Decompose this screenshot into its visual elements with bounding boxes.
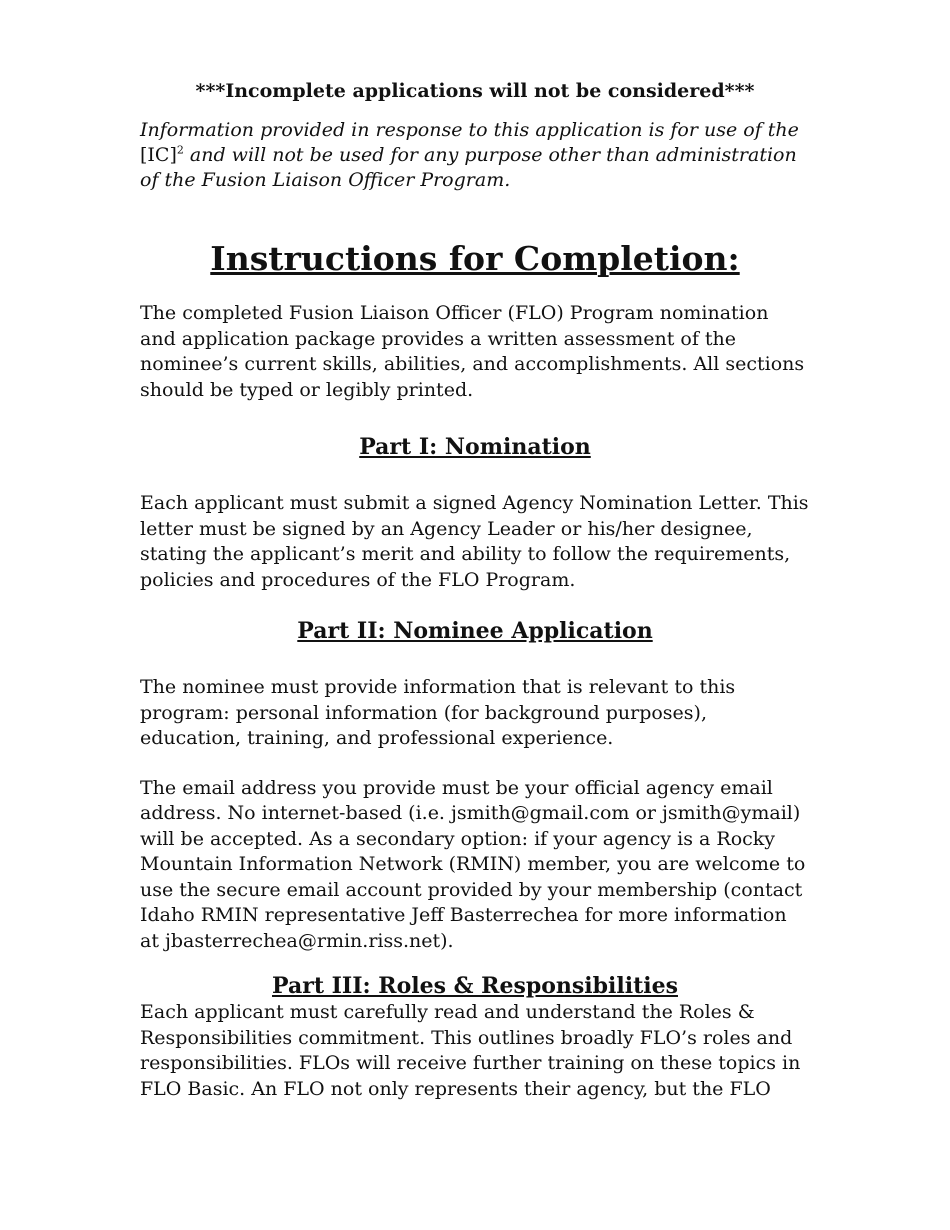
incomplete-notice: ***Incomplete applications will not be considered*** <box>195 80 755 102</box>
page-title: Instructions for Completion: <box>210 239 740 278</box>
section-paragraph-part-2-b: The email address you provide must be your official agency email address. No internet-based (i.e. jsmith@gmail.com or jsmith@ymail) will be accepted. As a secondary option: if your agency is a Rocky Mountain Information Network (RMIN) member, you are welcome to use the secure email account provided by your membership (contact Idaho RMIN representative Jeff Basterrechea for more information at jbasterrechea@rmin.riss.net). <box>140 776 806 952</box>
intro-paragraph: The completed Fusion Liaison Officer (FLO) Program nomination and application package provides a written assessment of the nominee’s current skills, abilities, and accomplishments. All sections should be typed or legibly printed. <box>140 302 805 401</box>
page-content <box>140 78 810 1102</box>
privacy-text-after: and will not be used for any purpose other than administration of the Fusion Liaison Officer Program. <box>140 144 797 191</box>
section-paragraph-part-1: Each applicant must submit a signed Agency Nomination Letter. This letter must be signed by an Agency Leader or his/her designee, stating the applicant’s merit and ability to follow the requirements, policies and procedures of the FLO Program. <box>140 492 809 591</box>
ic-label: [IC] <box>140 144 177 166</box>
section-paragraph-part-2-a: The nominee must provide information that is relevant to this program: personal information (for background purposes), education, training, and professional experience. <box>140 676 736 749</box>
section-heading-part-2: Part II: Nominee Application <box>297 618 653 644</box>
section-heading-part-3: Part III: Roles & Responsibilities <box>272 973 678 999</box>
privacy-text-before: Information provided in response to this application is for use of the <box>140 119 799 141</box>
section-heading-part-1: Part I: Nomination <box>359 434 591 460</box>
ic-superscript: 2 <box>176 143 184 157</box>
section-paragraph-part-3: Each applicant must carefully read and understand the Roles & Responsibilities commitment. This outlines broadly FLO’s roles and responsibilities. FLOs will receive further training on these topics in FLO Basic. An FLO not only represents their agency, but the FLO <box>140 1001 801 1100</box>
privacy-statement <box>140 118 810 193</box>
